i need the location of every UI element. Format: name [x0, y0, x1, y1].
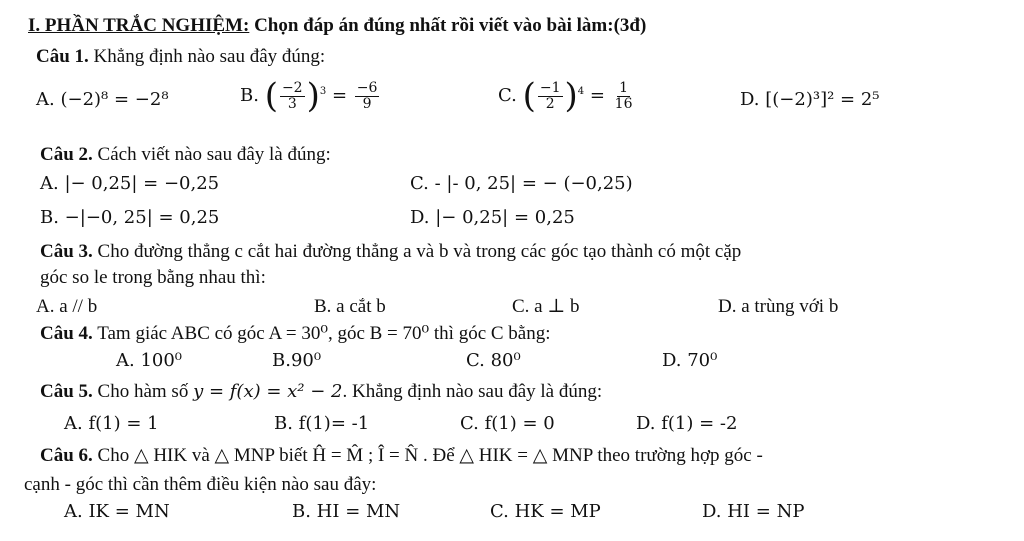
question-2	[40, 143, 331, 167]
question-4-option-b[interactable]: B.90⁰	[272, 350, 322, 371]
question-6-option-d[interactable]: D. HI = NP	[702, 501, 805, 522]
option-letter: D.	[740, 89, 760, 110]
question-2-option-d[interactable]: D. |− 0,25| = 0,25	[410, 207, 575, 228]
question-4	[40, 322, 551, 346]
question-5-option-c[interactable]: C. f(1) = 0	[460, 413, 555, 434]
option-letter: B.	[240, 85, 259, 106]
question-3-option-d[interactable]: D. a trùng với b	[718, 296, 839, 317]
question-4-option-d[interactable]: D. 70⁰	[662, 350, 718, 371]
question-5	[40, 380, 602, 404]
question-2-text: Cách viết nào sau đây là đúng:	[97, 144, 331, 165]
question-4-option-c[interactable]: C. 80⁰	[466, 350, 521, 371]
section-heading	[28, 14, 646, 38]
question-1-label: Câu 1.	[36, 46, 89, 67]
option-letter: C.	[498, 85, 517, 106]
option-expression: [(−2)³]² = 2⁵	[765, 89, 880, 110]
section-title: I. PHẦN TRẮC NGHIỆM:	[28, 15, 250, 36]
question-1-option-d[interactable]	[740, 88, 880, 112]
question-6	[40, 444, 763, 468]
question-5-function: y = f(x) = x² − 2	[193, 381, 343, 402]
question-6-label: Câu 6.	[40, 445, 93, 466]
question-2-label: Câu 2.	[40, 144, 93, 165]
question-3-text-cont: góc so le trong bằng nhau thì:	[40, 267, 266, 288]
question-5-option-b[interactable]: B. f(1)= -1	[274, 413, 370, 434]
question-3-label: Câu 3.	[40, 241, 93, 262]
question-3-option-c[interactable]: C. a ⊥ b	[512, 296, 580, 317]
question-2-option-b[interactable]: B. −|−0, 25| = 0,25	[40, 207, 220, 228]
question-3	[40, 240, 741, 264]
question-6-text-cont: cạnh - góc thì cần thêm điều kiện nào sau đây:	[24, 474, 377, 495]
question-5-option-d[interactable]: D. f(1) = -2	[636, 413, 738, 434]
question-5-option-a[interactable]: A. f(1) = 1	[64, 413, 159, 434]
question-1-option-a[interactable]	[36, 88, 169, 112]
question-1-option-c[interactable]: C. ( $\frac{-1}{2}$ )$^4$ = $\frac{1}{16}$	[498, 76, 633, 116]
section-instruction: Chọn đáp án đúng nhất rồi viết vào bài làm:(3đ)	[254, 15, 647, 36]
question-2-option-c[interactable]: C. - |- 0, 25| = − (−0,25)	[410, 173, 633, 194]
option-expression: (−2)⁸ = −2⁸	[60, 89, 169, 110]
question-6-text: Cho △ HIK và △ MNP biết Ĥ = M̂ ; Î = N̂ . Để △ HIK = △ MNP theo trường hợp góc -	[97, 445, 763, 466]
question-5-text-pre: Cho hàm số	[97, 381, 189, 402]
question-3-option-a[interactable]: A. a // b	[36, 296, 98, 317]
question-1-option-b[interactable]: B. ( $\frac{-2}{3}$ )$^3$ = $\frac{-6}{9}$	[240, 76, 378, 116]
question-4-option-a[interactable]: A. 100⁰	[116, 350, 183, 371]
question-6-option-a[interactable]: A. IK = MN	[64, 501, 170, 522]
question-4-text: Tam giác ABC có góc A = 30⁰, góc B = 70⁰ thì góc C bằng:	[97, 323, 551, 344]
option-letter: A.	[36, 89, 55, 110]
question-3-option-b[interactable]: B. a cắt b	[314, 296, 386, 317]
question-4-label: Câu 4.	[40, 323, 93, 344]
question-5-text-post: . Khẳng định nào sau đây là đúng:	[342, 381, 603, 402]
fraction: $\frac{-1}{2}$	[539, 79, 561, 112]
question-6-option-c[interactable]: C. HK = MP	[490, 501, 601, 522]
fraction: $\frac{1}{16}$	[614, 79, 633, 112]
fraction: $\frac{-2}{3}$	[281, 79, 303, 112]
question-5-label: Câu 5.	[40, 381, 93, 402]
fraction: $\frac{-6}{9}$	[356, 79, 378, 112]
question-3-text: Cho đường thẳng c cắt hai đường thẳng a và b và trong các góc tạo thành có một cặp	[97, 241, 742, 262]
question-1-text: Khẳng định nào sau đây đúng:	[93, 46, 326, 67]
question-2-option-a[interactable]: A. |− 0,25| = −0,25	[40, 173, 220, 194]
question-6-option-b[interactable]: B. HI = MN	[292, 501, 401, 522]
question-1	[36, 45, 325, 69]
